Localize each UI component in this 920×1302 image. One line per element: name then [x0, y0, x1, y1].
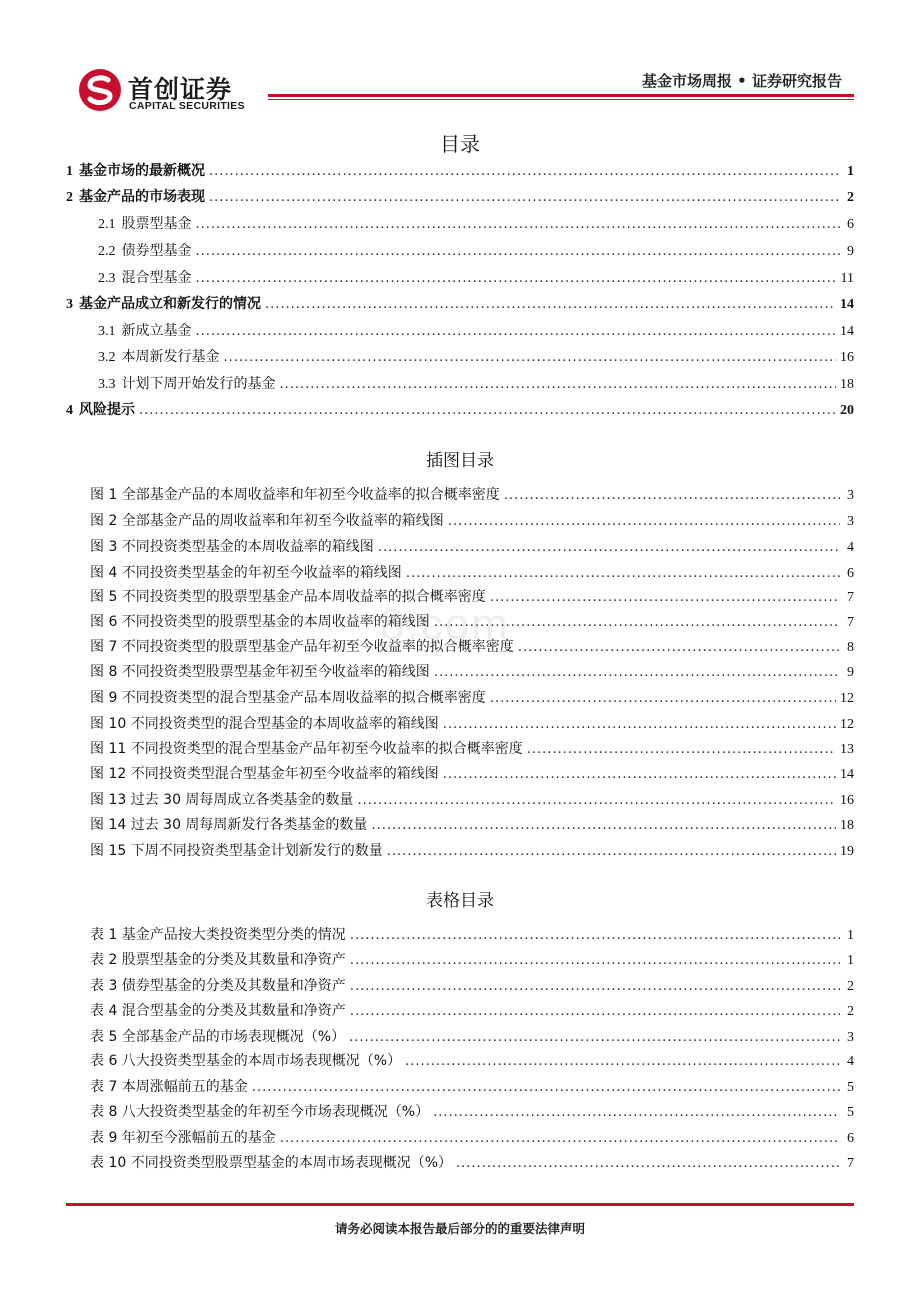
- figure-item[interactable]: 图 8 不同投资类型股票型基金年初至今收益率的箱线图 ..... 9: [90, 661, 854, 681]
- watermark: 8.com: [380, 600, 510, 649]
- figure-item[interactable]: 图 4 不同投资类型基金的年初至今收益率的箱线图 ..... 6: [90, 562, 854, 582]
- figure-item[interactable]: 图 3 不同投资类型基金的本周收益率的箱线图 ..... 4: [90, 536, 854, 556]
- table-item[interactable]: 表 10 不同投资类型股票型基金的本周市场表现概况（%） ..... 7: [90, 1152, 854, 1172]
- table-item[interactable]: 表 1 基金产品按大类投资类型分类的情况 ..... 1: [90, 924, 854, 944]
- figure-item[interactable]: 图 9 不同投资类型的混合型基金产品本周收益率的拟合概率密度 ..... 12: [90, 687, 854, 707]
- toc-item[interactable]: 1 基金市场的最新概况 ..... 1: [66, 160, 854, 180]
- figure-item[interactable]: 图 11 不同投资类型的混合型基金产品年初至今收益率的拟合概率密度 ..... 13: [90, 738, 854, 758]
- toc-item[interactable]: 3.1 新成立基金 ..... 14: [98, 320, 854, 340]
- footer-divider: [66, 1203, 854, 1206]
- figure-item[interactable]: 图 1 全部基金产品的本周收益率和年初至今收益率的拟合概率密度 ..... 3: [90, 484, 854, 504]
- table-item[interactable]: 表 6 八大投资类型基金的本周市场表现概况（%） ..... 4: [90, 1050, 854, 1070]
- table-item[interactable]: 表 3 债券型基金的分类及其数量和净资产 ..... 2: [90, 975, 854, 995]
- figure-item[interactable]: 图 13 过去 30 周每周成立各类基金的数量 ..... 16: [90, 789, 854, 809]
- table-list-title: 表格目录: [426, 891, 494, 911]
- toc-item[interactable]: 3 基金产品成立和新发行的情况 ..... 14: [66, 293, 854, 313]
- table-item[interactable]: 表 7 本周涨幅前五的基金 ..... 5: [90, 1076, 854, 1096]
- report-tag: 基金市场周报 • 证券研究报告: [641, 72, 842, 90]
- toc-item[interactable]: 4 风险提示 ..... 20: [66, 399, 854, 419]
- toc-item[interactable]: 2.3 混合型基金 ..... 11: [98, 267, 854, 287]
- figure-item[interactable]: 图 2 全部基金产品的周收益率和年初至今收益率的箱线图 ..... 3: [90, 510, 854, 530]
- figure-item[interactable]: 图 15 下周不同投资类型基金计划新发行的数量 ..... 19: [90, 840, 854, 860]
- toc-item[interactable]: 2 基金产品的市场表现 ..... 2: [66, 186, 854, 206]
- table-item[interactable]: 表 9 年初至今涨幅前五的基金 ..... 6: [90, 1127, 854, 1147]
- brand-name-cn: 首创证券: [128, 75, 233, 104]
- toc-item[interactable]: 3.3 计划下周开始发行的基金 ..... 18: [98, 373, 854, 393]
- table-item[interactable]: 表 2 股票型基金的分类及其数量和净资产 ..... 1: [90, 949, 854, 969]
- legal-notice: 请务必阅读本报告最后部分的的重要法律声明: [334, 1221, 585, 1236]
- company-logo: [78, 68, 268, 114]
- table-item[interactable]: 表 8 八大投资类型基金的年初至今市场表现概况（%） ..... 5: [90, 1101, 854, 1121]
- capital-securities-logo-icon: [78, 68, 122, 112]
- table-item[interactable]: 表 5 全部基金产品的市场表现概况（%） ..... 3: [90, 1026, 854, 1046]
- figure-item[interactable]: 图 14 过去 30 周每周新发行各类基金的数量 ..... 18: [90, 814, 854, 834]
- toc-item[interactable]: 2.2 债券型基金 ..... 9: [98, 240, 854, 260]
- toc-item[interactable]: 2.1 股票型基金 ..... 6: [98, 213, 854, 233]
- figure-item[interactable]: 图 7 不同投资类型的股票型基金产品年初至今收益率的拟合概率密度 ..... 8: [90, 636, 854, 656]
- table-item[interactable]: 表 4 混合型基金的分类及其数量和净资产 ..... 2: [90, 1000, 854, 1020]
- figure-item[interactable]: 图 6 不同投资类型的股票型基金的本周收益率的箱线图 ..... 7: [90, 611, 854, 631]
- figure-list-title: 插图目录: [426, 451, 494, 471]
- header-divider: [268, 94, 854, 97]
- figure-item[interactable]: 图 12 不同投资类型混合型基金年初至今收益率的箱线图 ..... 14: [90, 763, 854, 783]
- figure-item[interactable]: 图 5 不同投资类型的股票型基金产品本周收益率的拟合概率密度 ..... 7: [90, 586, 854, 606]
- toc-title: 目录: [440, 132, 480, 156]
- toc-item[interactable]: 3.2 本周新发行基金 ..... 16: [98, 346, 854, 366]
- brand-name-en: CAPITAL SECURITIES: [129, 100, 245, 112]
- header-divider-thin: [268, 99, 854, 100]
- figure-item[interactable]: 图 10 不同投资类型的混合型基金的本周收益率的箱线图 ..... 12: [90, 713, 854, 733]
